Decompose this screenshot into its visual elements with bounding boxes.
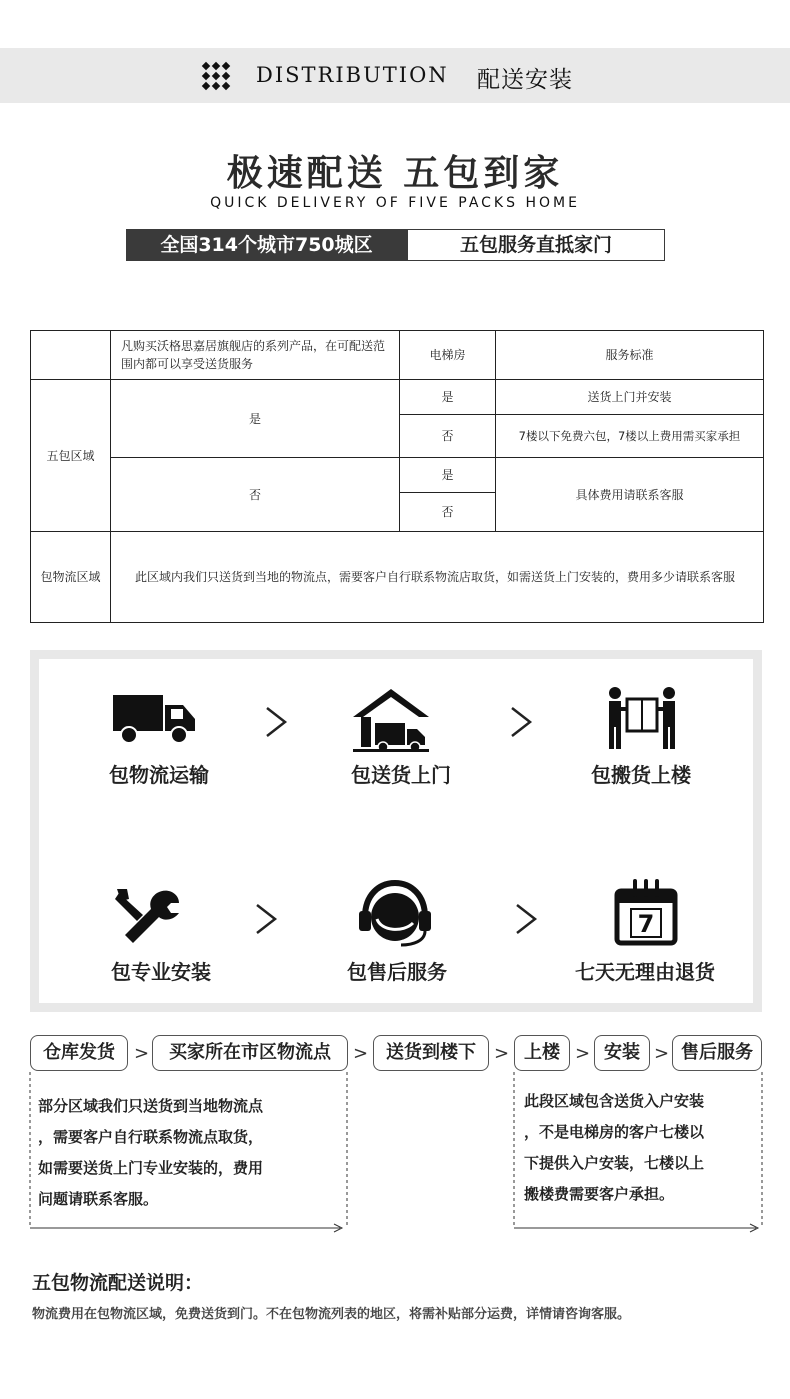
coverage-tag: 全国314个城市750城区 <box>126 229 407 261</box>
chevron-right-icon <box>506 704 536 740</box>
service-table <box>30 330 764 623</box>
flow-arrow: > <box>654 1043 670 1064</box>
movers-icon <box>605 685 679 751</box>
standard-cell: 7楼以下免费六包，7楼以上费用需买家承担 <box>495 414 764 458</box>
truck-icon <box>111 689 201 749</box>
chevron-right-icon <box>261 704 291 740</box>
flow-step-logistics-point: 买家所在市区物流点 <box>152 1035 348 1071</box>
hero-subtitle: QUICK DELIVERY OF FIVE PACKS HOME <box>210 195 580 211</box>
house-delivery-icon <box>351 687 431 753</box>
note-right <box>524 1086 704 1210</box>
grid-dots-icon <box>200 60 232 92</box>
note-line: 问题请联系客服。 <box>38 1190 159 1208</box>
footer-text: 物流费用在包物流区域，免费送货到门。不在包物流列表的地区，将需补贴部分运费，详情请咨询客服。 <box>32 1307 631 1322</box>
chevron-right-icon <box>511 901 541 937</box>
flow-arrow: > <box>134 1043 150 1064</box>
delivery-area-no: 否 <box>110 457 400 532</box>
flow-arrow: > <box>494 1043 510 1064</box>
note-line: 部分区域我们只送货到当地物流点 <box>38 1097 264 1115</box>
services-panel <box>30 650 762 1012</box>
flow-step-install: 安装 <box>594 1035 650 1071</box>
header-title-cn: 配送安装 <box>477 67 573 93</box>
logistics-desc: 此区域内我们只送货到当地的物流点，需要客户自行联系物流店取货，如需送货上门安装的，费用多少请联系客服 <box>110 531 764 623</box>
note-line: 如需要送货上门专业安装的，费用 <box>38 1159 264 1177</box>
header-banner <box>0 48 790 103</box>
hero-title: 极速配送 五包到家 <box>226 153 564 194</box>
standard-cell: 送货上门并安装 <box>495 379 764 415</box>
elevator-yes-cell: 是 <box>399 457 496 493</box>
flow-step-downstairs: 送货到楼下 <box>373 1035 489 1071</box>
service-tag: 五包服务直抵家门 <box>407 229 665 261</box>
table-header-desc: 凡购买沃格思嘉居旗舰店的系列产品，在可配送范围内都可以享受送货服务 <box>110 330 400 380</box>
note-line: ，需要客户自行联系物流点取货， <box>38 1128 264 1146</box>
service-label: 包售后服务 <box>347 960 447 984</box>
elevator-no-cell: 否 <box>399 492 496 532</box>
standard-cell: 具体费用请联系客服 <box>495 457 764 532</box>
flow-step-aftersales: 售后服务 <box>672 1035 762 1071</box>
elevator-no-cell: 否 <box>399 414 496 458</box>
header-title-en: DISTRIBUTION <box>256 63 449 87</box>
note-line: 下提供入户安装，七楼以上 <box>524 1154 705 1172</box>
service-label: 包物流运输 <box>109 763 209 787</box>
calendar-number: 7 <box>637 910 655 938</box>
table-header-elevator: 电梯房 <box>399 330 496 380</box>
table-corner-cell <box>30 330 111 380</box>
five-pack-label: 五包区域 <box>30 379 111 532</box>
flow-step-upstairs: 上楼 <box>514 1035 570 1071</box>
note-line: 此段区域包含送货入户安装 <box>524 1092 705 1110</box>
logistics-label: 包物流区域 <box>30 531 111 623</box>
elevator-yes-cell: 是 <box>399 379 496 415</box>
table-header-standard: 服务标准 <box>495 330 764 380</box>
service-label: 七天无理由退货 <box>575 960 715 984</box>
service-label: 包专业安装 <box>111 960 211 984</box>
flow-step-warehouse: 仓库发货 <box>30 1035 128 1071</box>
service-label: 包送货上门 <box>351 763 451 787</box>
calendar-icon <box>613 877 679 947</box>
service-label: 包搬货上楼 <box>591 763 691 787</box>
services-panel-inner <box>39 659 753 1003</box>
tools-icon <box>113 887 187 947</box>
footer-title: 五包物流配送说明： <box>32 1272 204 1294</box>
note-line: 搬楼费需要客户承担。 <box>524 1185 675 1203</box>
note-left <box>38 1091 263 1215</box>
delivery-area-yes: 是 <box>110 379 400 458</box>
flow-arrow: > <box>353 1043 369 1064</box>
chevron-right-icon <box>251 901 281 937</box>
flow-arrow: > <box>575 1043 591 1064</box>
headset-icon <box>355 879 435 949</box>
note-line: ，不是电梯房的客户七楼以 <box>524 1123 705 1141</box>
